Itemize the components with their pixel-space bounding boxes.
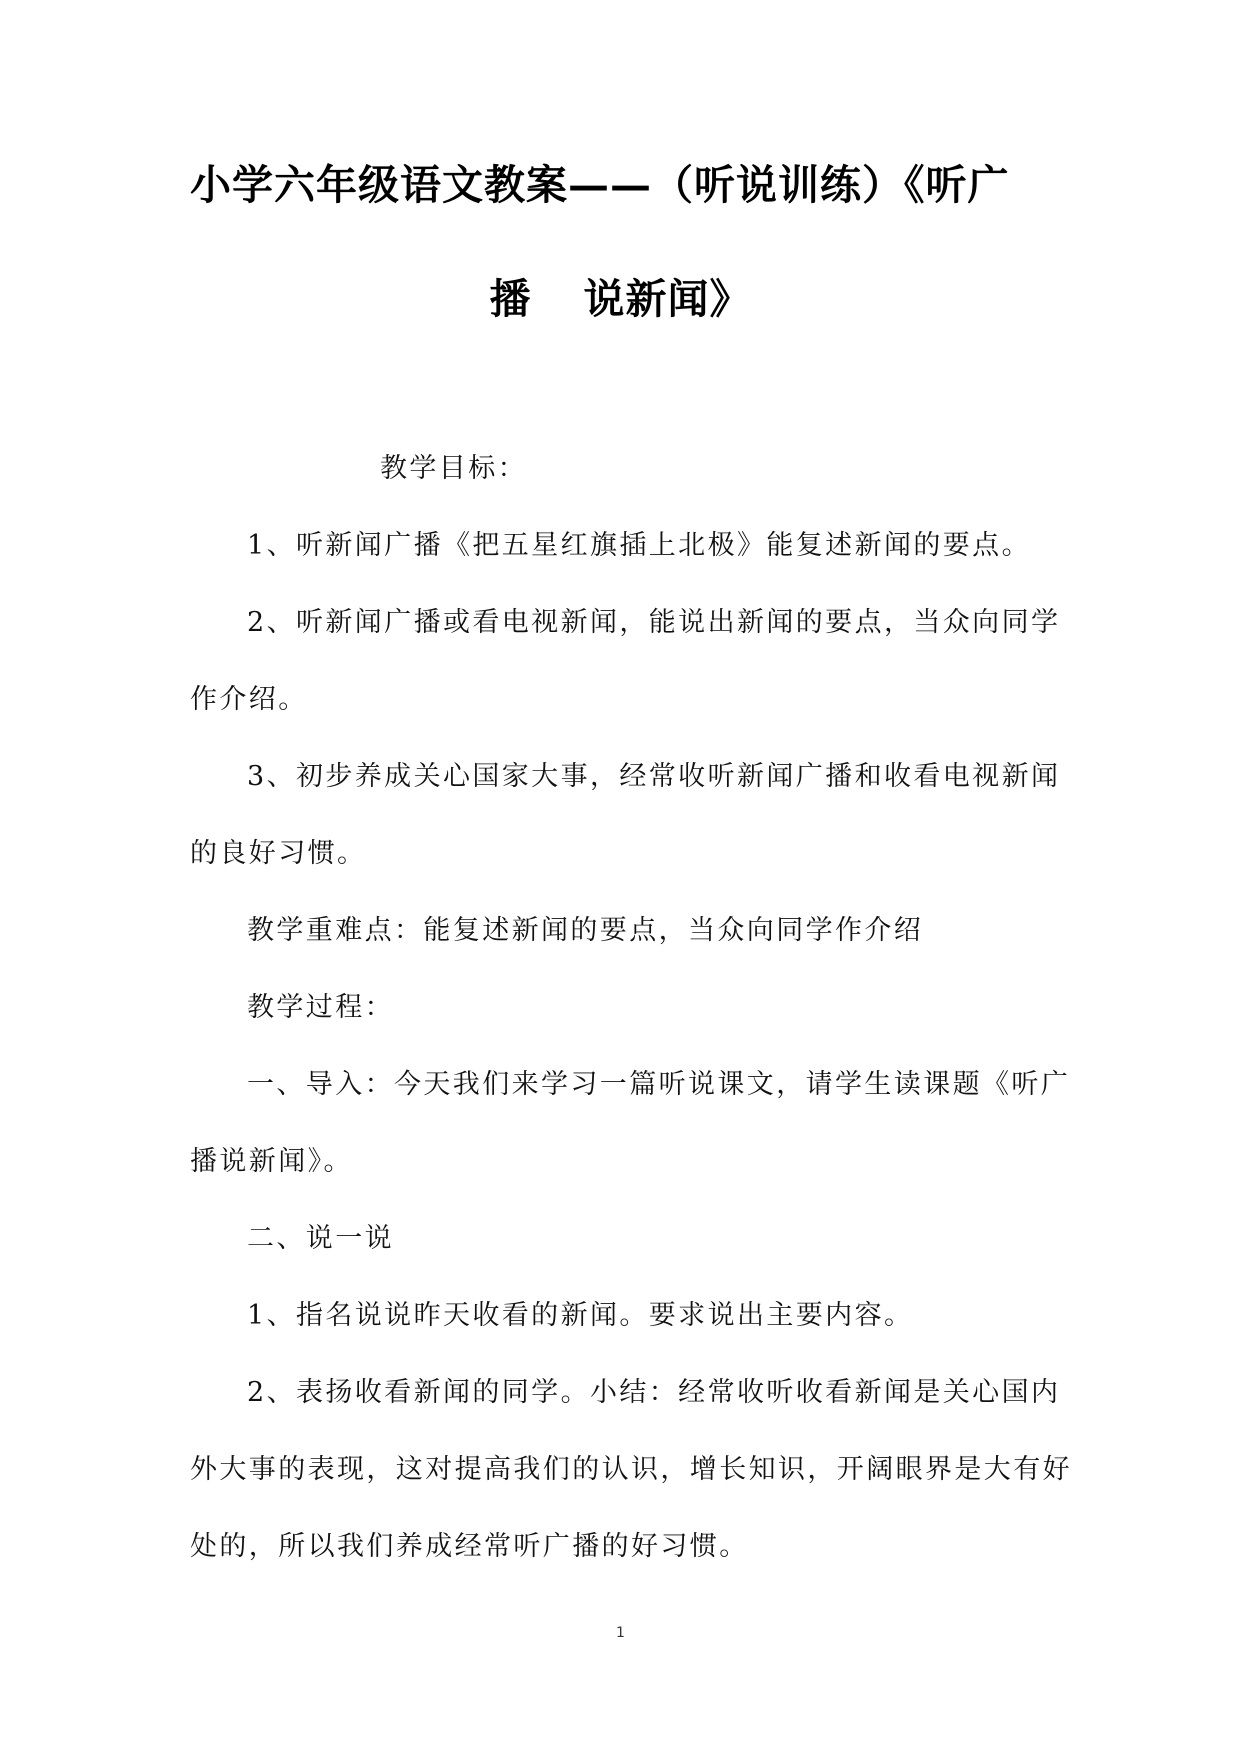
section-heading-objectives: 教学目标：: [380, 453, 527, 484]
body-line: 2、表扬收看新闻的同学。小结：经常收听收看新闻是关心国内: [247, 1377, 1061, 1408]
body-line: 1、指名说说昨天收看的新闻。要求说出主要内容。: [247, 1300, 914, 1331]
title-line-2-part-2: 说新闻》: [583, 275, 752, 323]
body-line: 3、初步养成关心国家大事，经常收听新闻广播和收看电视新闻: [247, 761, 1061, 792]
document-title-line-1: 小学六年级语文教案——（听说训练）《听广: [190, 161, 1010, 209]
body-line: 1、听新闻广播《把五星红旗插上北极》能复述新闻的要点。: [247, 530, 1031, 561]
body-line: 的良好习惯。: [190, 838, 367, 869]
body-line: 处的，所以我们养成经常听广播的好习惯。: [190, 1531, 749, 1562]
document-title-line-2: [0, 266, 1241, 325]
body-line: 播说新闻》。: [190, 1146, 353, 1177]
section-heading-key-points: 教学重难点：能复述新闻的要点，当众向同学作介绍: [247, 915, 924, 946]
page-number: 1: [616, 1625, 625, 1641]
title-line-2-part-1: 播: [489, 275, 532, 323]
body-line: 一、导入：今天我们来学习一篇听说课文，请学生读课题《听广: [247, 1069, 1071, 1100]
body-line: 作介绍。: [190, 684, 308, 715]
section-heading-discussion: 二、说一说: [247, 1223, 394, 1254]
section-heading-process: 教学过程：: [247, 992, 394, 1023]
body-line: 外大事的表现，这对提高我们的认识，增长知识，开阔眼界是大有好: [190, 1454, 1072, 1485]
body-line: 2、听新闻广播或看电视新闻，能说出新闻的要点，当众向同学: [247, 607, 1061, 638]
